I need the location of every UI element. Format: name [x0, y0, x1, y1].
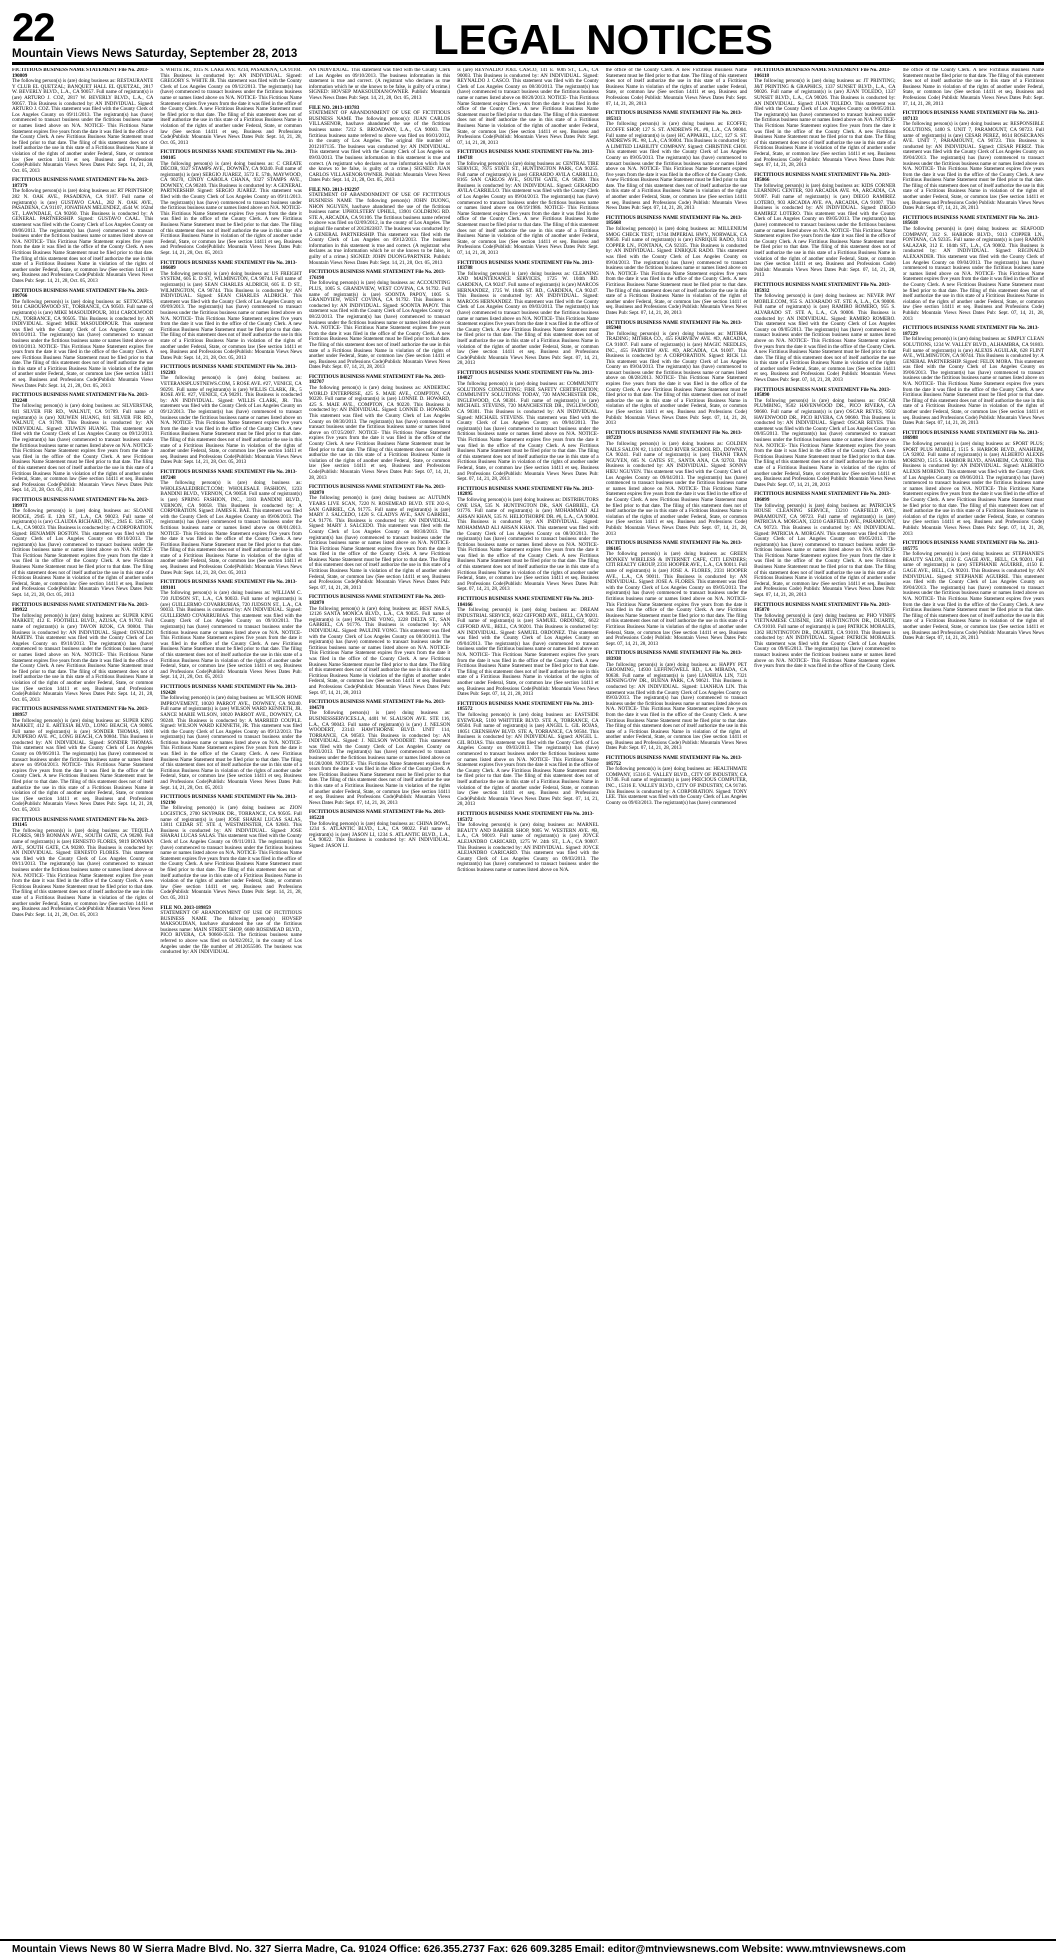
legal-notice: [457, 812, 598, 874]
notice-body: The following person(s) is (are) doing business as: GOLDEN NAILS SALON #2, 11410 OLD RIVER SCHOOL RD., DOWNEY, CA 90241. Full name of registrant(s) is (are) THANH TRAN NGUYEN, 605 N. GATES ST., SANTA ANA, CA 92703. This Business is conducted by: AN INDIVIDUAL. Signed: SONNY HIEU NGUYEN. This statement was filed with the County Clerk of Los Angeles County on 09/04/2013. The registrant(s) has (have) commenced to transact business under the fictitious business name or names listed above on N/A. NOTICE- This Fictitious Name Statement expires five years from the date it was filed in the office of the County Clerk. A new Fictitious Business Name Statement must be filed prior to that date. The filing of this statement does not of itself authorize the use in this state of a Fictitious Business Name in violation of the rights of another under Federal, State, or common law (See section 14411 et seq. Business and Professions Code) Publish: Mountain Views News Dates Pub: Sept. 07, 14, 21, 28, 2013: [605, 441, 748, 537]
notice-heading: FICTITIOUS BUSINESS NAME STATEMENT File No. 2013-185870: [754, 601, 891, 614]
notice-body: The following person(s) is (are) doing business as: US FREIGHT SYSTEM, 605 E. D ST., WILMINGTON, CA 90744. Full name of registrant(s) is (are) SEAN CHARLES ALDRICH, 605 E. D ST., WILMINGTON, CA 90744. This Business is conducted by: AN INDIVIDUAL. Signed: SEAN CHARLES ALDRICH. This statement was filed with the County Clerk of Los Angeles County on 09/09/2013. The registrant(s) has (have) commenced to transact business under the fictitious business name or names listed above on N/A. NOTICE- This Fictitious Name Statement expires five years from the date it was filed in the office of the County Clerk. A new Fictitious Business Name Statement must be filed prior to that date. The filing of this statement does not of itself authorize the use in this state of a Fictitious Business Name in violation of the rights of another under Federal, State, or common law (See section 14411 et seq. Business and Professions Code)Publish: Mountain Views News Dates Pub: Sept. 14, 21, 28, Oct. 05, 2013: [160, 270, 302, 361]
notice-body: The following person(s) is (are) doing business as: WILLIAM C. 720 JUDSON ST., L.A., CA 90033. Full name of registrant(s) is (are) GUILLERMO COVARRUBIAS, 720 JUDSON ST., L.A., CA 90033. This Business is conducted by: AN INDIVIDUAL. Signed: GUILLERMO COVARRUBIAS. This statement was filed with the County Clerk of Los Angeles County on 09/10/2013. The registrant(s) has (have) commenced to transact business under the fictitious business name or names listed above on N/A. NOTICE- This Fictitious Name Statement expires five years from the date it was filed in the office of the County Clerk. A new Fictitious Business Name Statement must be filed prior to that date. The filing of this statement does not of itself authorize the use in this state of a Fictitious Business Name in violation of the rights of another under Federal, State, or common law (See section 14411 et seq. Business and Professions Code)Publish: Mountain Views News Dates Pub: Sept. 14, 21, 28, Oct. 05, 2013: [160, 590, 302, 681]
notice-body: The following person(s) is (are) doing business as: STEPHANIE'S BEAUTY SALON, 4150 E. GAGE AVE., BELL, CA 90201. Full name of registrant(s) is (are) STEPHANIE AGUIRRE, 4150 E. GAGE AVE., BELL, CA 90201. This Business is conducted by: AN INDIVIDUAL. Signed: STEPHANIE AGUIRRE. This statement was filed with the County Clerk of Los Angeles County on 09/04/2013. The registrant(s) has (have) commenced to transact business under the fictitious business name or names listed above on N/A. NOTICE- This Fictitious Name Statement expires five years from the date it was filed in the office of the County Clerk. A new Fictitious Business Name Statement must be filed prior to that date. The filing of this statement does not of itself authorize the use in this state of a Fictitious Business Name in violation of the rights of another under Federal, State, or common law (See section 14411 et seq. Business and Professions Code) Publish: Mountain Views News Dates Pub: Sept. 07, 14, 21, 28, 2013: [902, 551, 1044, 642]
notice-heading: FICTITIOUS BUSINESS NAME STATEMENT File No. 2013-189973: [12, 496, 149, 509]
notice-body: The following person(s) is (are) doing business as: VETERANSPLUSTNEWS.COM, 5 ROSE AVE. #27, VENICE, CA 90291. Full name of registrant(s) is (are) WILLIS CLARK, JR., 5 ROSE AVE. #27, VENICE, CA 90291. This Business is conducted by: AN INDIVIDUAL. Signed: WILLIS CLARK, JR. This statement was filed with the County Clerk of Los Angeles County on 09/12/2013. The registrant(s) has (have) commenced to transact business under the fictitious business name or names listed above on N/A. NOTICE- This Fictitious Name Statement expires five years from the date it was filed in the office of the County Clerk. A new Fictitious Business Name Statement must be filed prior to that date. The filing of this statement does not of itself authorize the use in this state of a Fictitious Business Name in violation of the rights of another under Federal, State, or common law (See section 14411 et seq. Business and Professions Code)Publish: Mountain Views News Dates Pub: Sept. 14, 21, 28, Oct. 05, 2013: [160, 375, 302, 466]
notice-body: The following person(s) is (are) doing business as: SLOANE RODGE, 2945 E. 12th ST., L.A., CA 90023. Full name of registrant(s) is (are) CLAUDIA RICHARD, INC., 2945 E. 12th ST., L.A., CA 90023. This Business is conducted by: A CORPORATION. Signed: BENJAMIN BOSTON. This statement was filed with the County Clerk of Los Angeles County on 09/10/2013. The registrant(s) has (have) commenced to transact business under the fictitious business name or names listed above on N/A. NOTICE- This Fictitious Name Statement expires five years from the date it was filed in the office of the County Clerk. A new Fictitious Business Name Statement must be filed prior to that date. The filing of this statement does not of itself authorize the use in this state of a Fictitious Business Name in violation of the rights of another under Federal, State, or common law (See section 14411 et seq. Business and Professions Code)Publish: Mountain Views News Dates Pub: Sept. 14, 21, 28, Oct. 05, 2013: [12, 508, 154, 599]
notice-body: The following person(s) is (are) doing business as: PHO VINH'S VIETNAMESE CUISINE, 1362 HUNTINGTON DR., DUARTE, CA 91010. Full name of registrant(s) is (are) PATRICK MORALES, 1362 HUNTINGTON DR., DUARTE, CA 91010. This Business is conducted by: AN INDIVIDUAL. Signed: PATRICK MORALES. This statement was filed with the County Clerk of Los Angeles County on 09/05/2013. The registrant(s) has (have) commenced to transact business under the fictitious business name or names listed above on N/A. NOTICE- This Fictitious Name Statement expires five years from the date it was filed in the office of the County Clerk.: [754, 612, 896, 670]
notice-body: The following person(s) is (are) doing business as: SIMPLY CLEAN SOLUTIONS, 1234 W. VALLEY BLVD., ALHAMBRA, CA 91803. Full name of registrant(s) is (are) ALEXIS AGUILAR, 628 FLINT AVE., WILMINGTON, CA 90744. This Business is conducted by: A GENERAL PARTNERSHIP. Signed: FELIX MORA. This statement was filed with the County Clerk of Los Angeles County on 09/06/2013. The registrant(s) has (have) commenced to transact business under the fictitious business name or names listed above on N/A. NOTICE- This Fictitious Name Statement expires five years from the date it was filed in the office of the County Clerk. A new Fictitious Business Name Statement must be filed prior to that date. The filing of this statement does not of itself authorize the use in this state of a Fictitious Business Name in violation of the rights of another under Federal, State, or common law (See section 14411 et seq. Business and Professions Code) Publish: Mountain Views News Dates Pub: Sept. 07, 14, 21, 28, 2013: [902, 336, 1044, 427]
notice-body: The following person(s) is (are) doing business as: MARNEL BEAUTY AND BARBER SHOP, 9005 W. WESTERN AVE. #B, L.A., CA 90019. Full name of registrant(s) is (are) JOYCE ALEJANDRO CARICARD, 1275 W. 24th ST., L.A., CA 90007. This Business is conducted by: AN INDIVIDUAL. Signed: JOYCE ALEJANDRO CARICARD. This statement was filed with the County Clerk of Los Angeles County on 09/03/2013. The registrant(s) has (have) commenced to transact business under the fictitious business name or names listed above on N/A.: [457, 822, 599, 873]
notice-heading: FICTITIOUS BUSINESS NAME STATEMENT File No. 2013-187133: [902, 110, 1040, 122]
legal-notice: [160, 261, 301, 362]
legal-notice: [754, 388, 895, 489]
notice-body: The following person(s) is (are) doing business as: CENTRAL TIRE SERVICE, 7675 STATE ST., HUNTINGTON PARK, CA 90255. Full name of registrant(s) is (are) GERARDO AVILA CARRILLO, 8165 SAN CARLOS AVE., SOUTH GATE, CA 90280. This Business is conducted by: AN INDIVIDUAL. Signed: GERARDO AVILA CARRILLO. This statement was filed with the County Clerk of Los Angeles County on 09/04/2013. The registrant(s) has (have) commenced to transact business under the fictitious business name or names listed above on 06/19/1986. NOTICE- This Fictitious Name Statement expires five years from the date it was filed in the office of the County Clerk. A new Fictitious Business Name Statement must be filed prior to that date. The filing of this statement does not of itself authorize the use in this state of a Fictitious Business Name in violation of the rights of another under Federal, State, or common law (See section 14411 et seq. Business and Professions Code)Publish: Mountain Views News Dates Pub: Sept. 07, 14, 21, 28, 2013: [457, 160, 599, 256]
legal-notice: [12, 289, 153, 390]
notice-body: The following person(s) is (are) doing business as: ECOFFE; ECOFFE SHOP, 127 S. ST. ANDREWS PL. #8, L.A., CA 90004. Full name of registrant(s) is (are) HC APPAREL, LLC, 127 S. ST. ANDREWS PL. #8, L.A., CA 90004. This Business is conducted by: A LIMITED LIABILITY COMPANY. Signed: CHRISTINE CHOI. This statement was filed with the County Clerk of Los Angeles County on 09/05/2013. The registrant(s) has (have) commenced to transact business under the fictitious business name or names listed above on N/A. NOTICE- This Fictitious Name Statement expires five years from the date it was filed in the office of the County Clerk. A new Fictitious Business Name Statement must be filed prior to that date. The filing of this statement does not of itself authorize the use in this state of a Fictitious Business Name in violation of the rights of another under Federal, State, or common law (See section 14411 et seq. Business and Professions Code) Publish: Mountain Views News Dates Pub: Sept. 07, 14, 21, 28, 2013: [605, 121, 748, 212]
legal-notice: [903, 326, 1044, 427]
notice-heading: FICTITIOUS BUSINESS NAME STATEMENT File No. 2013-190105: [160, 149, 297, 161]
notice-heading: FICTITIOUS BUSINESS NAME STATEMENT File No. 2013-189766: [12, 287, 149, 300]
notice-body: The following person(s) is (are) doing business as: COMMUNITY SOLUTIONS CONSULTING; FIRE SAFETY CERTIFICATION; COMMUNITY SOLUTIONS TODAY, 720 MANCHESTER DR., INGLEWOOD, CA 90301. Full name of registrant(s) is (are) MICHAEL STEVENS, 720 MANCHESTER DR., INGLEWOOD, CA 90301. This Business is conducted by: AN INDIVIDUAL. Signed: MICHAEL STEVENS. This statement was filed with the County Clerk of Los Angeles County on 09/04/2013. The registrant(s) has (have) commenced to transact business under the fictitious business name or names listed above on N/A. NOTICE- This Fictitious Name Statement expires five years from the date it was filed in the office of the County Clerk. A new Fictitious Business Name Statement must be filed prior to that date. The filing of this statement does not of itself authorize the use in this state of a Fictitious Business Name in violation of the rights of another under Federal, State, or common law (See section 14411 et seq. Business and Professions Code)Publish: Mountain Views News Dates Pub: Sept. 07, 14, 21, 28, 2013: [457, 381, 599, 483]
legal-notice: [606, 431, 747, 537]
legal-notice: [12, 68, 153, 174]
notice-heading: FILE NO. 2013-183783: [308, 104, 360, 111]
notice-body: S. WHITE JR., 1015 N. LAKE AVE. #214, PASADENA, CA 91104. This Business is conducted by: AN INDIVIDUAL. Signed: GREGORY S. WHITE JR. This statement was filed with the County Clerk of Los Angeles County on 09/12/2013. The registrant(s) has (have) commenced to transact business under the fictitious business name or names listed above on N/A. NOTICE- This Fictitious Name Statement expires five years from the date it was filed in the office of the County Clerk. A new Fictitious Business Name Statement must be filed prior to that date. The filing of this statement does not of itself authorize the use in this state of a Fictitious Business Name in violation of the rights of another under Federal, State, or common law (See section 14411 et seq. Business and Professions Code)Publish: Mountain Views News Dates Pub: Sept. 14, 21, 28, Oct. 05, 2013: [160, 68, 302, 146]
legal-notice: [160, 150, 301, 256]
notice-heading: FICTITIOUS BUSINESS NAME STATEMENT File No. 2013-184166: [457, 596, 594, 608]
legal-notice: [309, 188, 450, 266]
notice-body: The following person(s) is (are) doing business as: OSCAR PLUMBING, 9502 HAVENWOOD DR., PICO RIVERA, CA 90660. Full name of registrant(s) is (are) OSCAR REYES, 9502 HAVENWOOD DR., PICO RIVERA, CA 90660. This Business is conducted by: AN INDIVIDUAL. Signed: OSCAR REYES. This statement was filed with the County Clerk of Los Angeles County on 09/05/2013. The registrant(s) has (have) commenced to transact business under the fictitious business name or names listed above on N/A. NOTICE- This Fictitious Name Statement expires five years from the date it was filed in the office of the County Clerk. A new Fictitious Business Name Statement must be filed prior to that date. The filing of this statement does not of itself authorize the use in this state of a Fictitious Business Name in violation of the rights of another under Federal, State, or common law (See section 14411 et seq. Business and Professions Code) Publish: Mountain Views News Dates Pub: Sept. 07, 14, 21, 28, 2013: [754, 397, 896, 488]
legal-notice: [160, 580, 301, 681]
notice-heading: FILE NO. 2013-189859: [160, 904, 211, 911]
legal-notice: [309, 270, 450, 371]
legal-notice: [606, 651, 747, 752]
notice-body: The following person(s) is (are) doing business as: SETXCAPES, 9014 CABOURWOOD ST., TORRANCE, CA 90503. Full name of registrant(s) is (are) MIKE MASOUDIPOUR, 3014 CAROLWOOD LN., TORRANCE, CA 90505. This Business is conducted by: AN INDIVIDUAL. Signed: MIKE MASOUDIPOUR. This statement was filed with the County Clerk of Los Angeles County on 09/10/2013. The registrant(s) has (have) commenced to transact business under the fictitious business name or names listed above on 09/10/2013. NOTICE- This Fictitious Name Statement expires five years from the date it was filed in the office of the County Clerk. A new Fictitious Business Name Statement must be filed prior to that date. The filing of this statement does not of itself authorize the use in this state of a Fictitious Business Name in violation of the rights of another under Federal, State, or common law (See section 14411 et seq. Business and Professions Code)Publish: Mountain Views News Dates Pub: Sept. 14, 21, 28, Oct. 05, 2013: [12, 298, 154, 389]
notice-body: The following person(s) is (are) doing business as: SUPER KING MARKET, 412 E. ARTESIA BLVD., LONG BEACH, CA 90805. Full name of registrant(s) is (are) SONDER THOMAS, 1600 JUNIPERO AVE. #C, LONG BEACH, CA 90804. This Business is conducted by: AN INDIVIDUAL. Signed: SONDER THOMAS. This statement was filed with the County Clerk of Los Angeles County on 09/06/2013. The registrant(s) has (have) commenced to transact business under the fictitious business name or names listed above on 09/04/2013. NOTICE- This Fictitious Name Statement expires five years from the date it was filed in the office of the County Clerk. A new Fictitious Business Name Statement must be filed prior to that date. The filing of this statement does not of itself authorize the use in this state of a Fictitious Business Name in violation of the rights of another under Federal, State, or common law (See section 14411 et seq. Business and Professions Code)Publish: Mountain Views News Dates Pub: Sept. 14, 21, 28, Oct. 05, 2013: [12, 717, 154, 813]
masthead: [12, 6, 1044, 65]
notice-heading: FICTITIOUS BUSINESS NAME STATEMENT File No. 2013-191145: [12, 816, 149, 829]
notice-column: [309, 68, 450, 1933]
notice-heading: FICTITIOUS BUSINESS NAME STATEMENT File No. 2013-185668: [605, 214, 743, 227]
notice-heading: FICTITIOUS BUSINESS NAME STATEMENT File No. 2013-190809: [12, 68, 149, 79]
notice-body: The following person(s) is (are) doing business as: KIDS CORNER LEARNING CENTER, 920 ARCADIA AVE. #A, ARCADIA, CA 91007. Full name of registrant(s) is (are) DIEGO RAMIREZ LOTERO, 903 ARCADIA AVE. #A, ARCADIA, CA 91007. This Business is conducted by: AN INDIVIDUAL. Signed: DIEGO RAMIREZ LOTERO. This statement was filed with the County Clerk of Los Angeles County on 09/05/2013. The registrant(s) has (have) commenced to transact business under the fictitious business name or names listed above on N/A. NOTICE- This Fictitious Name Statement expires five years from the date it was filed in the office of the County Clerk. A new Fictitious Business Name Statement must be filed prior to that date. The filing of this statement does not of itself authorize the use in this state of a Fictitious Business Name in violation of the rights of another under Federal, State, or common law (See section 14411 et seq. Business and Professions Code) Publish: Mountain Views News Dates Pub: Sept. 07, 14, 21, 28, 2013: [754, 182, 896, 279]
notice-heading: FICTITIOUS BUSINESS NAME STATEMENT File No. 2013-186099: [754, 491, 891, 503]
notice-body: STATEMENT OF ABANDONMENT OF USE OF FICTITIOUS BUSINESS NAME The following person(s) JOHN DUONG, NHON NGUYEN, has/have abandoned the use of the fictitious business name: UPHOLSTERY UPHILL, 13901 GOLDRING RD. STE A, ARCADIA, CA 91106. The fictitious business name referred to above was filed on 02/09/2012, in the county of Los Angeles. The original file number of 2012023837. The business was conducted by: A GENERAL PARTNERSHIP. This statement was filed with the County Clerk of Los Angeles on 09/12/2013. The business information in this statement is true and correct. (A registrant who declares as true information which he or she knows to be false, is guilty of a crime.) SIGNED: JOHN DUONG/PARTNER. Publish: Mountain Views News Dates Pub: Sept. 14, 21, 28, Oct. 05, 2013: [308, 192, 451, 266]
notice-heading: FICTITIOUS BUSINESS NAME STATEMENT File No. 2013-182895: [457, 485, 594, 498]
legal-notice: [12, 818, 153, 919]
notice-heading: FICTITIOUS BUSINESS NAME STATEMENT File No. 2013-192428: [160, 683, 297, 696]
notice-heading: FICTITIOUS BUSINESS NAME STATEMENT File No. 2013-185775: [902, 540, 1040, 552]
notice-heading: FICTITIOUS BUSINESS NAME STATEMENT File No. 2013-182870: [308, 484, 446, 496]
notice-heading: FICTITIOUS BUSINESS NAME STATEMENT File No. 2013-186118: [754, 68, 891, 79]
notice-heading: FICTITIOUS BUSINESS NAME STATEMENT File No. 2013-185932: [754, 281, 891, 294]
legal-notice: [606, 216, 747, 317]
notice-body: AN INDIVIDUAL. This statement was filed with the County Clerk of Los Angeles on 09/10/2013. The business information in this statement is true and correct. (A registrant who declares as true information which he or she knows to be false, is guilty of a crime.) SIGNED: HOVSEP MAKSOUDIAN/OWNER. Publish: Mountain Views News Dates Pub: Sept. 14, 21, 28, Oct. 05, 2013: [308, 68, 451, 101]
legal-notice: [754, 68, 895, 169]
notice-body: The following person(s) is (are) doing business as: MILLENIUM SMOG CHECK TEST, 11744 IMPERIAL HWY., NORWALK, CA 90650. Full name of registrant(s) is (are) ENRIQUE RADO, 9313 COPPER LN., FONTANA, CA 92335. This Business is conducted by: AN INDIVIDUAL. Signed: ENRIQUE RADO. This statement was filed with the County Clerk of Los Angeles County on 09/04/2013. The registrant(s) has (have) commenced to transact business under the fictitious business name or names listed above on N/A. NOTICE- This Fictitious Name Statement expires five years from the date it was filed in the office of the County Clerk. A new Fictitious Business Name Statement must be filed prior to that date. The filing of this statement does not of itself authorize the use in this state of a Fictitious Business Name in violation of the rights of another under Federal, State, or common law (See section 14411 et seq. Business and Professions Code) Publish: Mountain Views News Dates Pub: Sept. 07, 14, 21, 28, 2013: [605, 226, 748, 316]
notice-body: The following person(s) is (are) doing business as: ACCOUNTING PLUS, 1005 S. GRANDVIEW, WEST COVINA, CA 91792. Full name of registrant(s) is (are) SOONTA PAPOY, 1005 S. GRANDVIEW, WEST COVINA, CA 91792. This Business is conducted by: AN INDIVIDUAL. Signed: SOONTA PAPOY. This statement was filed with the County Clerk of Los Angeles County on 08/22/2013. The registrant(s) has (have) commenced to transact business under the fictitious business name or names listed above on N/A. NOTICE- This Fictitious Name Statement expires five years from the date it was filed in the office of the County Clerk. A new Fictitious Business Name Statement must be filed prior to that date. The filing of this statement does not of itself authorize the use in this state of a Fictitious Business Name in violation of the rights of another under Federal, State, or common law (See section 14411 et seq. Business and Professions Code)Publish: Mountain Views News Dates Pub: Sept. 07, 14, 21, 28, 2013: [308, 280, 451, 371]
legal-notice: [457, 68, 598, 146]
notice-heading: FICTITIOUS BUSINESS NAME STATEMENT File No. 2013-186105: [605, 540, 743, 552]
notice-heading: FICTITIOUS BUSINESS NAME STATEMENT File No. 2013-192190: [160, 794, 297, 806]
notice-body: The following person(s) is (are) doing business as: MITHRA TRADING; MITHRA CO., 455 FAIRVIEW AVE. #D, ARCADIA, CA 91007. Full name of registrant(s) is (are) MAGIC NEEDLES, INC., 455 FAIRVIEW AVE. #D, ARCADIA, CA 91007. This Business is conducted by: A CORPORATION. Signed: RICK LI. This statement was filed with the County Clerk of Los Angeles County on 09/04/2013. The registrant(s) has (have) commenced to transact business under the fictitious business name or names listed above on 08/28/2013. NOTICE- This Fictitious Name Statement expires five years from the date it was filed in the office of the County Clerk. A new Fictitious Business Name Statement must be filed prior to that date. The filing of this statement does not of itself authorize the use in this state of a Fictitious Business Name in violation of the rights of another under Federal, State, or common law (See section 14411 et seq. Business and Professions Code) Publish: Mountain Views News Dates Pub: Sept. 07, 14, 21, 28, 2013: [605, 330, 748, 427]
notice-body: The following person(s) is (are) doing business as: DISTRIBUTORS ONE USA, 535 N. HUNTINGTON DR., SAN GABRIEL, CA 91776. Full name of registrant(s) is (are) MOHAMMAD ALI AHSAN KHAN, 535 N. HELIOTHORPE DR. #6, L.A., CA 90004. This Business is conducted by: AN INDIVIDUAL. Signed: MOHAMMAD ALI AHSAN KHAN. This statement was filed with the County Clerk of Los Angeles County on 08/30/2013. The registrant(s) has (have) commenced to transact business under the fictitious business name or names listed above on N/A. NOTICE- This Fictitious Name Statement expires five years from the date it was filed in the office of the County Clerk. A new Fictitious Business Name Statement must be filed prior to that date. The filing of this statement does not of itself authorize the use in this state of a Fictitious Business Name in violation of the rights of another under Federal, State, or common law (See section 14411 et seq. Business and Professions Code)Publish: Mountain Views News Dates Pub: Sept. 07, 14, 21, 28, 2013: [457, 496, 599, 593]
notice-column: [12, 68, 153, 1933]
notice-column: [606, 68, 747, 1933]
notice-body: The following person(s) is (are) doing business as: NEVER PAY MOBILE.COM, 955 S. ALVARADO ST. STE A, L.A., CA 90006. Full name of registrant(s) is (are) RAMIRO ROMERO, 955 S. ALVARADO ST. STE A, L.A., CA 90006. This Business is conducted by: AN INDIVIDUAL. Signed: RAMIRO ROMERO. This statement was filed with the County Clerk of Los Angeles County on 09/05/2013. The registrant(s) has (have) commenced to transact business under the fictitious business name or names listed above on N/A. NOTICE- This Fictitious Name Statement expires five years from the date it was filed in the office of the County Clerk. A new Fictitious Business Name Statement must be filed prior to that date. The filing of this statement does not of itself authorize the use in this state of a Fictitious Business Name in violation of the rights of another under Federal, State, or common law (See section 14411 et seq. Business and Professions Code) Publish: Mountain Views News Dates Pub: Sept. 07, 14, 21, 28, 2013: [754, 293, 896, 384]
legal-notice: [12, 393, 153, 494]
notice-body: The following person(s) is (are) doing business as: WILSON HOME IMPROVEMENT, 10020 PARROT AVE., DOWNEY, CA 90240. Full name of registrant(s) is (are) WILSON WARD KENNETH, JR. SANCE MARIE WILSON, 10020 PARROT AVE., DOWNEY, CA 90240. This Business is conducted by: A MARRIED COUPLE. Signed: WILSON WARD KENNETH, JR. This statement was filed with the County Clerk of Los Angeles County on 09/12/2013. The registrant(s) has (have) commenced to transact business under the fictitious business name or names listed above on N/A. NOTICE- This Fictitious Name Statement expires five years from the date it was filed in the office of the County Clerk. A new Fictitious Business Name Statement must be filed prior to that date. The filing of this statement does not of itself authorize the use in this state of a Fictitious Business Name in violation of the rights of another under Federal, State, or common law (See section 14411 et seq. Business and Professions Code)Publish: Mountain Views News Dates Pub: Sept. 14, 21, 28, Oct. 05, 2013: [160, 695, 302, 791]
notice-body: STATEMENT OF ABANDONMENT OF USE OF FICTITIOUS BUSINESS NAME The following person(s): JUAN CARLOS VILLASENOR, has/have abandoned the use of the fictitious business name: 7212 S. BROADWAY, L.A., CA 90003. The fictitious business name referred to above was filed on 06/01/2012, in the county of Los Angeles. The original file number of 2012107135. The business was conducted by: AN INDIVIDUAL. This statement was filed with the County Clerk of Los Angeles on 09/03/2013. The business information in this statement is true and correct. (A registrant who declares as true information which he or she knows to be false, is guilty of a crime.) SIGNED: JUAN CARLOS VILLASENOR/OWNER. Publish: Mountain Views News Dates Pub: Sept. 14, 21, 28, Oct. 05, 2013: [308, 110, 451, 184]
legal-notice: [309, 375, 450, 481]
notice-heading: FICTITIOUS BUSINESS NAME STATEMENT File No. 2013-188957: [12, 706, 149, 718]
legal-notice: [160, 795, 301, 901]
notice-body: The following person(s) is (are) doing business as: TEQUILA FLORES, 9819 BONMAN AVE., SOUTH GATE, CA 90280. Full name of registrant(s) is (are) ERNESTO FLORES, 9819 BONMAN AVE., SOUTH GATE, CA 90280. This Business is conducted by: AN INDIVIDUAL. Signed: ERNESTO FLORES. This statement was filed with the County Clerk of Los Angeles County on 09/11/2013. The registrant(s) has (have) commenced to transact business under the fictitious business name or names listed above on N/A. NOTICE- This Fictitious Name Statement expires five years from the date it was filed in the office of the County Clerk. A new Fictitious Business Name Statement must be filed prior to that date. The filing of this statement does not of itself authorize the use in this state of a Fictitious Business Name in violation of the rights of another under Federal, State, or common law (See section 14411 et seq. Business and Professions Code)Publish: Mountain Views News Dates Pub: Sept. 14, 21, 28, Oct. 05, 2013: [12, 827, 154, 918]
notice-heading: FICTITIOUS BUSINESS NAME STATEMENT File No. 2013-185948: [605, 319, 743, 332]
legal-notice: [309, 700, 450, 806]
legal-notice: [903, 216, 1044, 322]
notice-body: The following person(s) is (are) doing business as: CLEANING AND MAINTENANCE SERVICES, 1725 W. 104th RD. GARDENA, CA 90247. Full name of registrant(s) is (are) MARCOS HERNANDEZ, 1725 W. 104th ST. RD., GARDENA, CA 90247. This Business is conducted by: AN INDIVIDUAL. Signed: MARCOS HERNANDEZ. This statement was filed with the County Clerk of Los Angeles County on 09/03/2013. The registrant(s) has (have) commenced to transact business under the fictitious business name or names listed above on N/A. NOTICE- This Fictitious Name Statement expires five years from the date it was filed in the office of the County Clerk. A new Fictitious Business Name Statement must be filed prior to that date. The filing of this statement does not of itself authorize the use in this state of a Fictitious Business Name in violation of the rights of another under Federal, State, or common law (See section 14411 et seq. Business and Professions Code)Publish: Mountain Views News Dates Pub: Sept. 07, 14, 21, 28, 2013: [457, 270, 599, 367]
notice-body: The following person(s) is (are) doing business as: EASTSIDE EYEWEAR, 5100 WHITTIER BLVD. STE A, TORRANCE, CA 90504. Full name of registrant(s) is (are) ANGEL L. GIL ROJAS, 18051 CRENSHAW BLVD. STE A, TORRANCE, CA 90504. This Business is conducted by: AN INDIVIDUAL. Signed: ANGEL L. GIL ROJAS. This statement was filed with the County Clerk of Los Angeles County on 09/03/2013. The registrant(s) has (have) commenced to transact business under the fictitious business name or names listed above on N/A. NOTICE- This Fictitious Name Statement expires five years from the date it was filed in the office of the County Clerk. A new Fictitious Business Name Statement must be filed prior to that date. The filing of this statement does not of itself authorize the use in this state of a Fictitious Business Name in violation of the rights of another under Federal, State, or common law (See section 14411 et seq. Business and Professions Code)Publish: Mountain Views News Dates Pub: Sept. 07, 14, 21, 28, 2013: [457, 711, 599, 808]
legal-notice: [903, 431, 1044, 537]
legal-notice: [606, 68, 747, 107]
notice-heading: FICTITIOUS BUSINESS NAME STATEMENT File No. 2013-182707: [308, 373, 446, 386]
notice-column: [457, 68, 598, 1933]
legal-notice: [12, 603, 153, 704]
notice-heading: FICTITIOUS BUSINESS NAME STATEMENT File No. 2013-185313: [605, 110, 743, 122]
notice-body: the office of the County Clerk. A new Fictitious Business Name Statement must be filed prior to that date. The filing of this statement does not of itself authorize the use in this state of a Fictitious Business Name in violation of the rights of another under Federal, State, or common law (See section 14411 et seq. Business and Professions Code) Publish: Mountain Views News Dates Pub: Sept. 07, 14, 21, 28, 2013: [605, 68, 748, 107]
notice-heading: FICTITIOUS BUSINESS NAME STATEMENT File No. 2013-187229: [902, 325, 1040, 337]
notice-heading: FICTITIOUS BUSINESS NAME STATEMENT File No. 2013-192248: [12, 392, 149, 404]
legal-notice: [160, 365, 301, 466]
notice-heading: FICTITIOUS BUSINESS NAME STATEMENT File No. 2013-187379: [12, 177, 149, 189]
notice-body: The following person(s) is (are) doing business as: JT PRINTING; J&T PRINTING & GRAPHICS, 1337 SUNSET BLVD., L.A., CA 90026. Full name of registrant(s) is (are) JUAN TOLEDO, 1337 SUNSET BLVD., L.A., CA 90026. This Business is conducted by: AN INDIVIDUAL. Signed: JUAN TOLEDO. This statement was filed with the County Clerk of Los Angeles County on 09/05/2013. The registrant(s) has (have) commenced to transact business under the fictitious business name or names listed above on N/A. NOTICE- This Fictitious Name Statement expires five years from the date it was filed in the office of the County Clerk. A new Fictitious Business Name Statement must be filed prior to that date. The filing of this statement does not of itself authorize the use in this state of a Fictitious Business Name in violation of the rights of another under Federal, State, or common law (See section 14411 et seq. Business and Professions Code) Publish: Mountain Views News Dates Pub: Sept. 07, 14, 21, 28, 2013: [754, 78, 896, 169]
notice-heading: FICTITIOUS BUSINESS NAME STATEMENT File No. 2013-183938: [605, 650, 743, 662]
legal-notice: [606, 541, 747, 647]
notice-columns: [12, 68, 1044, 1933]
page-footer: [0, 1939, 1056, 1959]
notice-heading: FICTITIOUS BUSINESS NAME STATEMENT File No. 2013-184570: [308, 699, 446, 711]
notice-heading: FICTITIOUS BUSINESS NAME STATEMENT File No. 2013-182870: [308, 594, 446, 607]
legal-notice: [606, 321, 747, 427]
legal-notice: [606, 111, 747, 212]
legal-notice: [12, 498, 153, 599]
notice-body: The following person(s) is (are) doing business as: HEALTHMATE COMPANY, 15316 E. VALLEY BLVD., CITY OF INDUSTRY, CA 91746. Full name of registrant(s) is (are) PRECIOUS COMPUTER, INC., 15316 E. VALLEY BLVD., CITY OF INDUSTRY, CA 91746. This Business is conducted by: A CORPORATION. Signed: TONY LEE. This statement was filed with the County Clerk of Los Angeles County on 09/03/2013. The registrant(s) has (have) commenced: [605, 766, 748, 806]
legal-notice: [457, 487, 598, 593]
notice-column: [754, 68, 895, 1933]
legal-notice: [754, 492, 895, 598]
notice-heading: FICTITIOUS BUSINESS NAME STATEMENT File No. 2013-187248: [160, 468, 297, 481]
notice-body: The following person(s) is (are) doing business as: RT PRINTSHOP, 282 N. OAK AVE., PASADENA, CA 9107. Full name of registrant(s) is (are) GUSTAVO CAAL, 282 N. OAK AVE., PASADENA, CA 91107, JONATHAN MELENDEZ, 4544 W. 162nd ST., LAWNDALE, CA 90260. This Business is conducted by: A GENERAL PARTNERSHIP. Signed: GUSTAVO CAAL. This statement was filed with the County Clerk of Los Angeles County on 09/06/2013. The registrant(s) has (have) commenced to transact business under the fictitious business name or names listed above on N/A. NOTICE- This Fictitious Name Statement expires five years from the date it was filed in the office of the County Clerk. A new Fictitious Business Name Statement must be filed prior to that date. The filing of this statement does not of itself authorize the use in this state of a Fictitious Business Name in violation of the rights of another under Federal, State, or common law (See section 14411 et seq. Business and Professions Code)Publish: Mountain Views News Dates Pub: Sept. 14, 21, 28, Oct. 05, 2013: [12, 188, 154, 284]
legal-notice: [309, 485, 450, 591]
legal-notice: [309, 106, 450, 184]
notice-column: [160, 68, 301, 1933]
notice-heading: FICTITIOUS BUSINESS NAME STATEMENT File No. 2013-185866: [754, 171, 891, 184]
notice-body: the office of the County Clerk. A new Fictitious Business Name Statement must be filed prior to that date. The filing of this statement does not of itself authorize the use in this state of a Fictitious Business Name in violation of the rights of another under Federal, State, or common law (See section 14411 et seq. Business and Professions Code) Publish: Mountain Views News Dates Pub: Sept. 07, 14, 21, 28, 2013: [902, 68, 1044, 107]
legal-notice: [903, 111, 1044, 212]
notice-heading: FICTITIOUS BUSINESS NAME STATEMENT File No. 2013-185372: [457, 811, 594, 823]
notice-heading: FICTITIOUS BUSINESS NAME STATEMENT File No. 2013-185228: [308, 809, 446, 821]
legal-notice: [12, 707, 153, 813]
notice-heading: FICTITIOUS BUSINESS NAME STATEMENT File No. 2013-186689: [160, 259, 297, 272]
notice-body: The following person(s) is (are) doing business as: WHOLESALEDIRECT.COM; WHOLESALE FASHION, 1233 BANDINI BLVD., VERNON, CA 90058. Full name of registrant(s) is (are) SPRING FASHION, INC., 3183 BANDINI BLVD., VERNON, CA 90058. This Business is conducted by: A CORPORATION. Signed: JAMES K. BAE. This statement was filed with the County Clerk of Los Angeles County on 09/06/2013. The registrant(s) has (have) commenced to transact business under the fictitious business name or names listed above on 08/01/2013. NOTICE- This Fictitious Name Statement expires five years from the date it was filed in the office of the County Clerk. A new Fictitious Business Name Statement must be filed prior to that date. The filing of this statement does not of itself authorize the use in this state of a Fictitious Business Name in violation of the rights of another under Federal, State, or common law (See section 14411 et seq. Business and Professions Code)Publish: Mountain Views News Dates Pub: Sept. 14, 21, 28, Oct. 05, 2013: [160, 480, 302, 576]
legal-notice: [457, 597, 598, 698]
notice-heading: FICTITIOUS BUSINESS NAME STATEMENT File No. 2013-176190: [308, 269, 446, 281]
notice-body: The following person(s) is (are) doing business as: BEST NAILS, 12126 SANTA MONICA BLVD., L.A., CA 90025. Full name of registrant(s) is (are) PAULINE VONG, 3228 DELTA ST., SAN GABRIEL, CA 91776. This Business is conducted by: AN INDIVIDUAL. Signed: PAULINE VONG. This statement was filed with the County Clerk of Los Angeles County on 08/30/2013. The registrant(s) has (have) commenced to transact business under the fictitious business name or names listed above on N/A. NOTICE- This Fictitious Name Statement expires five years from the date it was filed in the office of the County Clerk. A new Fictitious Business Name Statement must be filed prior to that date. The filing of this statement does not of itself authorize the use in this state of a Fictitious Business Name in violation of the rights of another under Federal, State, or common law (See section 14411 et seq. Business and Professions Code)Publish: Mountain Views News Dates Pub: Sept. 07, 14, 21, 28, 2013: [308, 605, 451, 696]
notice-body: The following person(s) is (are) doing business as: AUTUMN YEARS LIVE SCAN, 7220 N. ROSEMEAD BLVD. STE 202-S, SAN GABRIEL, CA 91775. Full name of registrant(s) is (are) MARY J. SALCEDO, 1428 S. GLADYS AVE., SAN GABRIEL, CA 91776. This Business is conducted by: AN INDIVIDUAL. Signed: MARY J. SALCEDO. This statement was filed with the County Clerk of Los Angeles County on 08/30/2013. The registrant(s) has (have) commenced to transact business under the fictitious business name or names listed above on N/A. NOTICE- This Fictitious Name Statement expires five years from the date it was filed in the office of the County Clerk. A new Fictitious Business Name Statement must be filed prior to that date. The filing of this statement does not of itself authorize the use in this state of a Fictitious Business Name in violation of the rights of another under Federal, State, or common law (See section 14411 et seq. Business and Professions Code)Publish: Mountain Views News Dates Pub: Sept. 07, 14, 21, 28, 2013: [308, 495, 451, 591]
legal-notice: [457, 702, 598, 808]
masthead-left: [12, 6, 312, 60]
notice-body: The following person(s) is (are) doing business as: ANDERTAC WORLD ENTERPRISE, 425 S. MAIE AVE., COMPTON, CA 90220. Full name of registrant(s) is (are) LONNIE D. HOWARD, 425 S. MAIE AVE., COMPTON, CA 90220. This Business is conducted by: AN INDIVIDUAL. Signed: LONNIE D. HOWARD. This statement was filed with the County Clerk of Los Angeles County on 08/30/2013. The registrant(s) has (have) commenced to transact business under the fictitious business name or names listed above on 07/25/2007. NOTICE- This Fictitious Name Statement expires five years from the date it was filed in the office of the County Clerk. A new Fictitious Business Name Statement must be filed prior to that date. The filing of this statement does not of itself authorize the use in this state of a Fictitious Business Name in violation of the rights of another under Federal, State, or common law (See section 14411 et seq. Business and Professions Code)Publish: Mountain Views News Dates Pub: Sept. 07, 14, 21, 28, 2013: [308, 385, 451, 481]
legal-notice: [160, 470, 301, 576]
notice-body: The following person(s) is (are) doing business as: SEAFOOD COMPANY, 312 S. HARBOR BLVD., 9313 COPPER LN., FONTANA, CA 92335. Full name of registrant(s) is (are) RAMON SALAZAR, 312 E. 104th ST., L.A., CA 90002. This Business is conducted by: AN INDIVIDUAL. Signed: REGINALD ALEXANDER. This statement was filed with the County Clerk of Los Angeles County on 09/04/2013. The registrant(s) has (have) commenced to transact business under the fictitious business name or names listed above on N/A. NOTICE- This Fictitious Name Statement expires five years from the date it was filed in the office of the County Clerk. A new Fictitious Business Name Statement must be filed prior to that date. The filing of this statement does not of itself authorize the use in this state of a Fictitious Business Name in violation of the rights of another under Federal, State, or common law (See section 14411 et seq. Business and Professions Code) Publish: Mountain Views News Dates Pub: Sept. 07, 14, 21, 28, 2013: [902, 226, 1044, 322]
legal-notice: [309, 810, 450, 849]
notice-body: The following person(s) is (are) doing business as: RESTAURANTE Y CLUB EL QUETZAL; BANQUET HALL EL QUETZAL, 2817 W. BEVERLY BLVD., L.A., CA 90057. Full name of registrant(s) is (are) ARTURO J. COZ, 2817 W. BEVERLY BLVD., L.A., CA 90057. This Business is conducted by: AN INDIVIDUAL. Signed: ARTURO J. COZ. This statement was filed with the County Clerk of Los Angeles County on 09/11/2013. The registrant(s) has (have) commenced to transact business under the fictitious business name or names listed above on N/A. NOTICE- This Fictitious Name Statement expires five years from the date it was filed in the office of the County Clerk. A new Fictitious Business Name Statement must be filed prior to that date. The filing of this statement does not of itself authorize the use in this state of a Fictitious Business Name in violation of the rights of another under Federal, State, or common law (See section 14411 et seq. Business and Professions Code)Publish: Mountain Views News Dates Pub: Sept. 14, 21, 28, Oct. 05, 2013: [12, 78, 154, 174]
legal-notice: [160, 68, 301, 146]
notice-body: The following person(s) is (are) doing business as: C CREATE DÉCOR, 9327 STAMPS AVE., DOWNEY, CA 90240. Full name of registrant(s) is (are) SERGIO JUAREZ, 3572 E. 57th, MAYWOOD, CA 90270, CINDY CAROLA CHANA, 9327 STAMPS AVE., DOWNEY, CA 90240. This Business is conducted by: A GENERAL PARTNERSHIP. Signed: SERGIO JUAREZ. This statement was filed with the County Clerk of Los Angeles County on 09/11/2013. The registrant(s) has (have) commenced to transact business under the fictitious business name or names listed above on N/A. NOTICE- This Fictitious Name Statement expires five years from the date it was filed in the office of the County Clerk. A new Fictitious Business Name Statement must be filed prior to that date. The filing of this statement does not of itself authorize the use in this state of a Fictitious Business Name in violation of the rights of another under Federal, State, or common law (See section 14411 et seq. Business and Professions Code)Publish: Mountain Views News Dates Pub: Sept. 14, 21, 28, Oct. 05, 2013: [160, 160, 302, 256]
notice-heading: FICTITIOUS BUSINESS NAME STATEMENT File No. 2013-186988: [902, 429, 1040, 442]
legal-notice: [457, 150, 598, 256]
legal-notice: [12, 178, 153, 284]
notice-body: The following person(s) is (are) doing business as: CHINA BOWL, 1234 S. ATLANTIC BLVD., L.A., CA 90022. Full name of registrant(s) is (are) JASON LI, 1234 S. ATLANTIC BLVD., L.A., CA 90022. This Business is conducted by: AN INDIVIDUAL. Signed: JASON LI.: [308, 820, 451, 849]
legal-notice: [160, 906, 301, 956]
legal-notice: [754, 283, 895, 384]
notice-heading: FICTITIOUS BUSINESS NAME STATEMENT File No. 2013-189101: [160, 579, 297, 591]
notice-body: STATEMENT OF ABANDONMENT OF USE OF FICTITIOUS BUSINESS NAME The following person(s) HOVSEP MAKSOUDIAN, has/have abandoned the use of the fictitious business name: MAIN STREET SHOP, 6680 ROSEMEAD BLVD., PICO RIVERA, CA 90660-3533. The fictitious business name referred to above was filed on 04/02/2012, in the county of Los Angeles under the file number of 2012055506. The business was conducted by: AN INDIVIDUAL: [160, 910, 302, 956]
notice-heading: FICTITIOUS BUSINESS NAME STATEMENT File No. 2013-184027: [457, 369, 594, 382]
notice-heading: FICTITIOUS BUSINESS NAME STATEMENT File No. 2013-185752: [605, 755, 743, 767]
notice-body: The following person(s) is (are) doing business as: ZION LOGISTICS, 2700 SKYPARK DR., TORRANCE, CA 90505. Full name of registrant(s) is (are) JOSE SHARAI LUCAS SALAS, 13811 CEDAR ST. STE 4, WESTMINSTER, CA 92683. This Business is conducted by: AN INDIVIDUAL. Signed: JOSE SHARAI LUCAS SALAS. This statement was filed with the County Clerk of Los Angeles County on 09/11/2013. The registrant(s) has (have) commenced to transact business under the fictitious business name or names listed above on N/A. NOTICE- This Fictitious Name Statement expires five years from the date it was filed in the office of the County Clerk. A new Fictitious Business Name Statement must be filed prior to that date. The filing of this statement does not of itself authorize the use in this state of a Fictitious Business Name in violation of the rights of another under Federal, State, or common law (See section 14411 et seq. Business and Professions Code)Publish: Mountain Views News Dates Pub: Sept. 14, 21, 28, Oct. 05, 2013: [160, 805, 302, 901]
legal-notice: [160, 685, 301, 791]
notice-heading: FILE NO. 2013-192297: [308, 186, 360, 193]
notice-body: The following person(s) is (are) doing business as: BUSINESSSERVICES.LA, 4401 W. SLAUSON AVE. STE 116, L.A., CA 90043. Full name of registrant(s) is (are) J. NELSON WOODERT, 23143 HAWTHORNE BLVD. UNIT 114, TORRANCE, CA 90503. This Business is conducted by: AN INDIVIDUAL. Signed: J. NELSON WOODERT. This statement was filed with the County Clerk of Los Angeles County on 09/03/2013. The registrant(s) has (have) commenced to transact business under the fictitious business name or names listed above on 01/28/2008. NOTICE- This Fictitious Name Statement expires five years from the date it was filed in the office of the County Clerk. A new Fictitious Business Name Statement must be filed prior to that date. The filing of this statement does not of itself authorize the use in this state of a Fictitious Business Name in violation of the rights of another under Federal, State, or common law (See section 14411 et seq. Business and Professions Code)Publish: Mountain Views News Dates Pub: Sept. 07, 14, 21, 28, 2013: [308, 710, 451, 806]
notice-heading: FICTITIOUS BUSINESS NAME STATEMENT File No. 2013-184718: [457, 149, 594, 161]
section-title: LEGAL NOTICES: [433, 16, 773, 63]
notice-body: is (are) REYNALDO JOEL CASCO, 141 E. 60th ST., L.A., CA 90003. This Business is conducted by: AN INDIVIDUAL. Signed: REYNALDO J. CASCO. This statement was filed with the County Clerk of Los Angeles County on 08/30/2013. The registrant(s) has (have) commenced to transact business under the fictitious business name or names listed above on 08/20/2013. NOTICE- This Fictitious Name Statement expires five years from the date it was filed in the office of the County Clerk. A new Fictitious Business Name Statement must be filed prior to that date. The filing of this statement does not of itself authorize the use in this state of a Fictitious Business Name in violation of the rights of another under Federal, State, or common law (See section 14411 et seq. Business and Professions Code)Publish: Mountain Views News Dates Pub: Sept. 07, 14, 21, 28, 2013: [457, 68, 599, 146]
notice-body: The following person(s) is (are) doing business as: RESPONSIBLE SOLUTIONS, 1400 S. UNIT 7, PARAMOUNT, CA 90723. Full name of registrant(s) is (are) CESAR PEREZ, 8614 ROSECRANS AVE. UNIT 7, PARAMOUNT, CA 90723. This Business is conducted by: AN INDIVIDUAL. Signed: CESAR PEREZ. This statement was filed with the County Clerk of Los Angeles County on 09/04/2013. The registrant(s) has (have) commenced to transact business under the fictitious business name or names listed above on N/A. NOTICE- This Fictitious Name Statement expires five years from the date it was filed in the office of the County Clerk. A new Fictitious Business Name Statement must be filed prior to that date. The filing of this statement does not of itself authorize the use in this state of a Fictitious Business Name in violation of the rights of another under Federal, State, or common law (See section 14411 et seq. Business and Professions Code) Publish: Mountain Views News Dates Pub: Sept. 07, 14, 21, 28, 2013: [902, 121, 1044, 212]
publication-name-date: Mountain Views News Saturday, September 28, 2013: [12, 48, 298, 60]
notice-heading: FICTITIOUS BUSINESS NAME STATEMENT File No. 2013-185572: [457, 700, 594, 713]
notice-heading: FICTITIOUS BUSINESS NAME STATEMENT File No. 2013-185890: [754, 386, 891, 399]
notice-body: The following person(s) is (are) doing business as: GREEN MONKEY WIRELESS & INTERNET CAFE, CITI LENDERS; CITI REALTY GROUP, 2331 HOOPER AVE., L.A., CA 90011. Full name of registrant(s) is (are) JOSE A. FLORES, 2331 HOOPER AVE., L.A., CA 90011. This Business is conducted by: AN INDIVIDUAL. Signed: JOSE A. FLORES. This statement was filed with the County Clerk of Los Angeles County on 09/05/2013. The registrant(s) has (have) commenced to transact business under the fictitious business name or names listed above on N/A. NOTICE- This Fictitious Name Statement expires five years from the date it was filed in the office of the County Clerk. A new Fictitious Business Name Statement must be filed prior to that date. The filing of this statement does not of itself authorize the use in this state of a Fictitious Business Name in violation of the rights of another under Federal, State, or common law (See section 14411 et seq. Business and Professions Code) Publish: Mountain Views News Dates Pub: Sept. 07, 14, 21, 28, 2013: [605, 551, 748, 647]
legal-notice: [754, 603, 895, 670]
legal-notice: [309, 68, 450, 102]
legal-notice: [606, 756, 747, 806]
notice-heading: FICTITIOUS BUSINESS NAME STATEMENT File No. 2013-185618: [902, 214, 1040, 227]
notice-body: The following person(s) is (are) doing business as: DREAM INDUSTRIAL SERVICE, 6622 GIFFORD AVE., BELL, CA 90201. Full name of registrant(s) is (are) SAMUEL ORDONEZ, 6622 GIFFORD AVE., BELL, CA 90201. This Business is conducted by: AN INDIVIDUAL. Signed: SAMUEL ORDONEZ. This statement was filed with the County Clerk of Los Angeles County on 09/04/2013. The registrant(s) has (have) commenced to transact business under the fictitious business name or names listed above on N/A. NOTICE- This Fictitious Name Statement expires five years from the date it was filed in the office of the County Clerk. A new Fictitious Business Name Statement must be filed prior to that date. The filing of this statement does not of itself authorize the use in this state of a Fictitious Business Name in violation of the rights of another under Federal, State, or common law (See section 14411 et seq. Business and Professions Code)Publish: Mountain Views News Dates Pub: Sept. 07, 14, 21, 28, 2013: [457, 607, 599, 698]
notice-heading: FICTITIOUS BUSINESS NAME STATEMENT File No. 2013-189922: [12, 601, 149, 614]
legal-notice: [754, 173, 895, 279]
legal-notice: [457, 371, 598, 483]
legal-notice: [309, 595, 450, 696]
notice-body: The following person(s) is (are) doing business as: SILVERSTAR, 841 SILVER FIR RD., WALNUT, CA 91789. Full name of registrant(s) is (are) XIUWEN HUANG, 841 SILVER FIR RD., WALNUT, CA 91789. This Business is conducted by: AN INDIVIDUAL. Signed: XIUWEN HUANG. This statement was filed with the County Clerk of Los Angeles County on 09/12/2013. The registrant(s) has (have) commenced to transact business under the fictitious business name or names listed above on N/A. NOTICE- This Fictitious Name Statement expires five years from the date it was filed in the office of the County Clerk. A new Fictitious Business Name Statement must be filed prior to that date. The filing of this statement does not of itself authorize the use in this state of a Fictitious Business Name in violation of the rights of another under Federal, State, or common law (See section 14411 et seq. Business and Professions Code)Publish: Mountain Views News Dates Pub: Sept. 14, 21, 28, Oct. 05, 2013: [12, 403, 154, 494]
notice-body: The following person(s) is (are) doing business as: SUPER KING MARKET, 412 E. FOOTHILL BLVD., AZUSA, CA 91702. Full name of registrant(s) is (are) TAVON BZOK, CA 90804. This Business is conducted by: AN INDIVIDUAL. Signed: OSVALDO MARTIN. This statement was filed with the County Clerk of Los Angeles County on 09/10/2013. The registrant(s) has (have) commenced to transact business under the fictitious business name or names listed above on N/A. NOTICE- This Fictitious Name Statement expires five years from the date it was filed in the office of the County Clerk. A new Fictitious Business Name Statement must be filed prior to that date. The filing of this statement does not of itself authorize the use in this state of a Fictitious Business Name in violation of the rights of another under Federal, State, or common law (See section 14411 et seq. Business and Professions Code)Publish: Mountain Views News Dates Pub: Sept. 14, 21, 28, Oct. 05, 2013: [12, 612, 154, 703]
notice-column: [903, 68, 1044, 1933]
legal-notice: [903, 541, 1044, 642]
footer-contact-line: Mountain Views News 80 W Sierra Madre Blvd. No. 327 Sierra Madre, Ca. 91024 Office: 626.355.2737 Fax: 626 609.3285 Email: editor@mtnviewsnews.com Website: www.mtnviewsnews.com: [12, 1944, 906, 1955]
notice-heading: FICTITIOUS BUSINESS NAME STATEMENT File No. 2013-187239: [605, 429, 743, 442]
notice-body: The following person(s) is (are) doing business as: PATRICIA'S HOUSE CLEANING SERVICE, 13210 GARFIELD AVE., PARAMOUNT, CA 90723. Full name of registrant(s) is (are) PATRICIA A. MORGAN, 13210 GARFIELD AVE., PARAMOUNT, CA 90723. This Business is conducted by: AN INDIVIDUAL. Signed: PATRICIA A. MORGAN. This statement was filed with the County Clerk of Los Angeles County on 09/05/2013. The registrant(s) has (have) commenced to transact business under the fictitious business name or names listed above on N/A. NOTICE- This Fictitious Name Statement expires five years from the date it was filed in the office of the County Clerk. A new Fictitious Business Name Statement must be filed prior to that date. The filing of this statement does not of itself authorize the use in this state of a Fictitious Business Name in violation of the rights of another under Federal, State, or common law (See section 14411 et seq. Business and Professions Code) Publish: Mountain Views News Dates Pub: Sept. 07, 14, 21, 28, 2013: [754, 502, 896, 599]
notice-body: The following person(s) is (are) doing business as: HAPPY PET GROOMING, 14930 LEFFINGWELL RD., LA MIRADA, CA 90638. Full name of registrant(s) is (are) LIANHUA LIN, 7321 SENSING/OW DR., BUENA PARK, CA 90621. This Business is conducted by: AN INDIVIDUAL. Signed: LIANHUA LIN. This statement was filed with the County Clerk of Los Angeles County on 09/03/2013. The registrant(s) has (have) commenced to transact business under the fictitious business name or names listed above on N/A. NOTICE- This Fictitious Name Statement expires five years from the date it was filed in the office of the County Clerk. A new Fictitious Business Name Statement must be filed prior to that date. The filing of this statement does not of itself authorize the use in this state of a Fictitious Business Name in violation of the rights of another under Federal, State, or common law (See section 14411 et seq. Business and Professions Code) Publish: Mountain Views News Dates Pub: Sept. 07, 14, 21, 28, 2013: [605, 661, 748, 752]
page-number: 22: [12, 6, 55, 50]
legal-notice: [457, 261, 598, 367]
legal-notice: [903, 68, 1044, 107]
notice-body: The following person(s) is (are) doing business as: SPORT PLUS; SPORT PLUS MOBILE, 1515 S. HARBOR BLVD., ANAHEIM, CA 92802. Full name of registrant(s) is (are) ALBERTO ALEXIS MORENO, 1515 S. HARBOR BLVD., ANAHEIM, CA 92802. This Business is conducted by: AN INDIVIDUAL. Signed: ALBERTO ALEXIS MORENO. This statement was filed with the County Clerk of Los Angeles County on 09/06/2013. The registrant(s) has (have) commenced to transact business under the fictitious business name or names listed above on N/A. NOTICE- This Fictitious Name Statement expires five years from the date it was filed in the office of the County Clerk. A new Fictitious Business Name Statement must be filed prior to that date. The filing of this statement does not of itself authorize the use in this state of a Fictitious Business Name in violation of the rights of another under Federal, State, or common law (See section 14411 et seq. Business and Professions Code) Publish: Mountain Views News Dates Pub: Sept. 07, 14, 21, 28, 2013: [902, 441, 1044, 537]
notice-heading: FICTITIOUS BUSINESS NAME STATEMENT File No. 2013-183788: [457, 259, 594, 272]
notice-heading: FICTITIOUS BUSINESS NAME STATEMENT File No. 2013-192203: [160, 364, 297, 376]
